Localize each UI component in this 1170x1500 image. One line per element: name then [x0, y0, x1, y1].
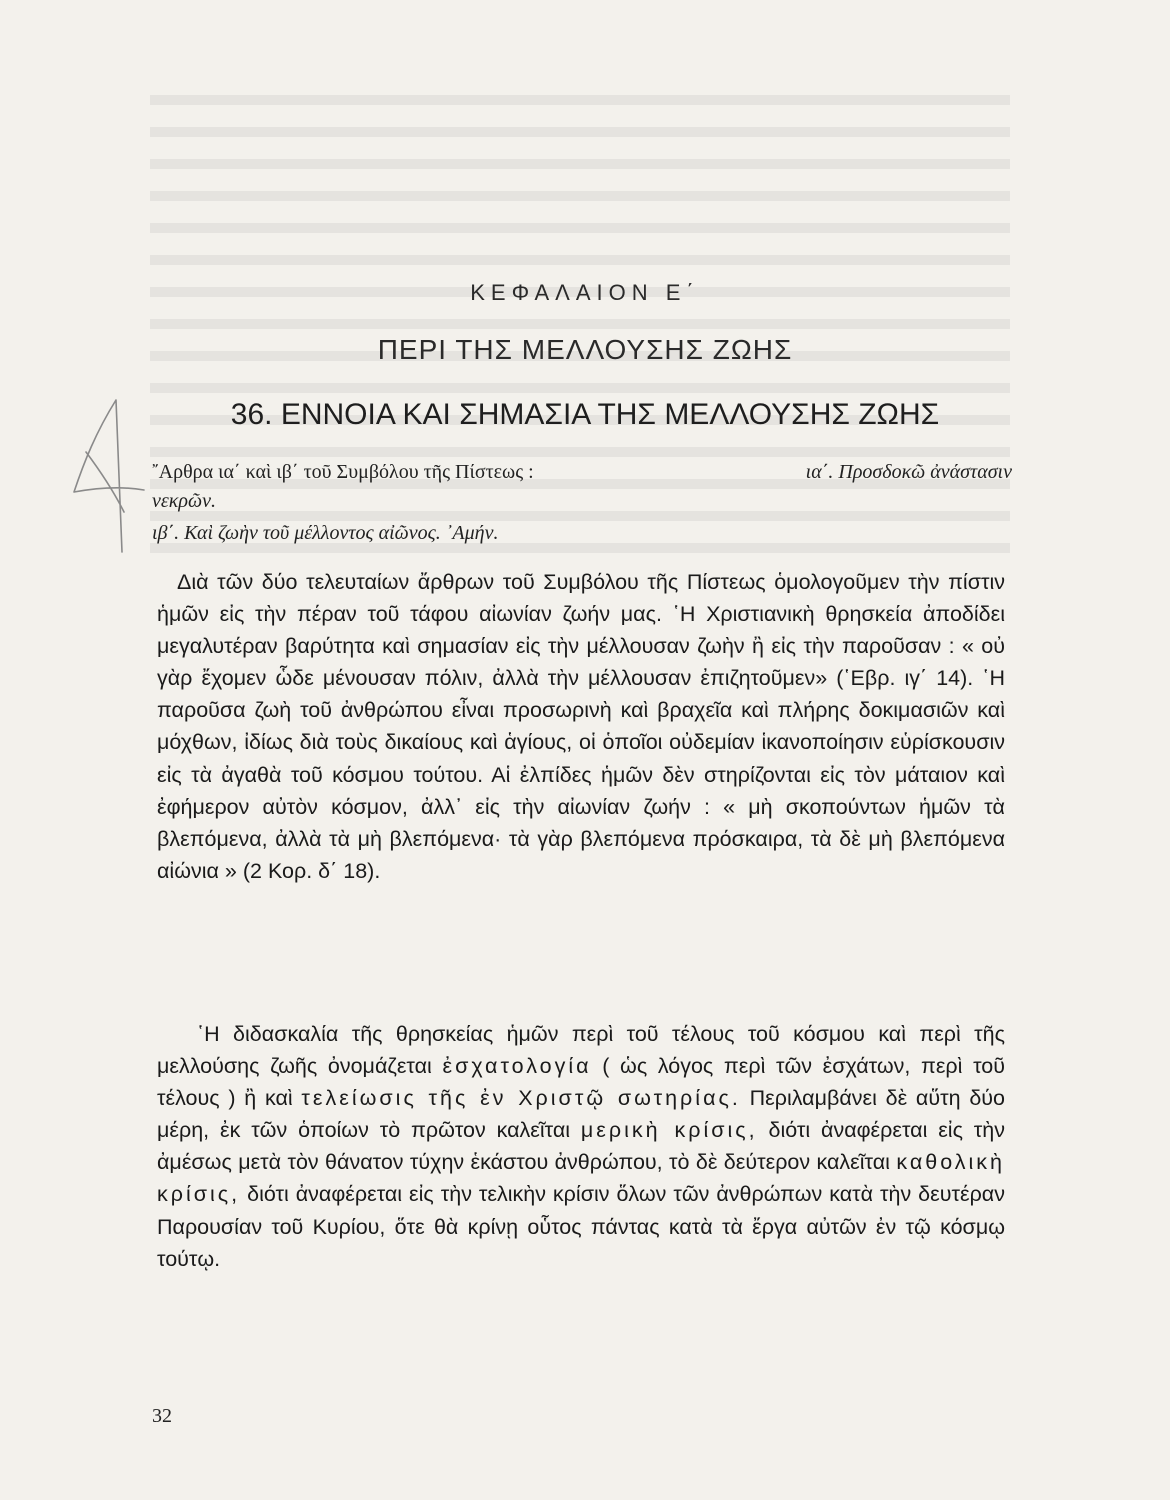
- chapter-label: ΚΕΦΑΛΑΙΟΝ Ε΄: [470, 280, 700, 305]
- page-number: 32: [152, 1405, 172, 1427]
- article-11-continuation: νεκρῶν.: [152, 490, 216, 512]
- bleed-through-texture: [150, 70, 1010, 560]
- article-11-label: ια΄.: [805, 461, 834, 483]
- term-universal-judgment: καθολικὴ κρίσις,: [157, 1150, 1005, 1207]
- paragraph-1: Διὰ τῶν δύο τελευταίων ἄρθρων τοῦ Συμβόλου τῆς Πίστεως ὁμολογοῦμεν τὴν πίστιν ἡμῶν εἰς τὴν πέραν τοῦ τάφου αἰωνίαν ζωήν μας. ῾Η Χριστιανικὴ θρησκεία ἀποδίδει μεγαλυτέραν βαρύτητα καὶ σημασίαν εἰς τὴν μέλλουσαν ζωὴν ἢ εἰς τὴν παροῦσαν : « οὐ γὰρ ἔχομεν ὧδε μένουσαν πόλιν, ἀλλὰ τὴν μέλλουσαν ἐπιζητοῦμεν» (῾Εβρ. ιγ΄ 14). ῾Η παροῦσα ζωὴ τοῦ ἀνθρώπου εἶναι προσωρινὴ καὶ βραχεῖα καὶ πλήρης δοκιμασιῶν καὶ μόχθων, ἰδίως διὰ τοὺς δικαίους καὶ ἁγίους, οἱ ὁποῖοι οὐδεμίαν ἱκανοποίησιν εὑρίσκουσιν εἰς τὰ ἀγαθὰ τοῦ κόσμου τούτου. Αἱ ἐλπίδες ἡμῶν δὲν στηρίζονται εἰς τὸν μάταιον καὶ ἐφήμερον αὐτὸν κόσμον, ἀλλ᾿ εἰς τὴν αἰωνίαν ζωήν : « μὴ σκοπούντων ἡμῶν τὰ βλεπόμενα, ἀλλὰ τὰ μὴ βλεπόμενα· τὰ γὰρ βλεπόμενα πρόσκαιρα, τὰ δὲ μὴ βλεπόμενα αἰώνια » (2 Κορ. δ΄ 18).: [157, 570, 1005, 883]
- section-title: 36. ΕΝΝΟΙΑ ΚΑΙ ΣΗΜΑΣΙΑ ΤΗΣ ΜΕΛΛΟΥΣΗΣ ΖΩΗΣ: [230, 398, 940, 431]
- pencil-margin-mark-icon: [66, 392, 146, 562]
- term-eschatology: ἐσχατολογία: [442, 1054, 592, 1079]
- article-11-text: Προσδοκῶ ἀνάστασιν: [838, 461, 1012, 483]
- paragraph-2-part-2: ( ὡς λόγος περὶ τῶν ἐσχάτων, περὶ τοῦ τέλους ) ἢ καὶ: [157, 1054, 1005, 1111]
- paragraph-2-part-3: Περιλαμβάνει δὲ αὕτη δύο μέρη, ἐκ τῶν ὁποίων τὸ πρῶτον καλεῖται: [157, 1086, 1006, 1143]
- term-partial-judgment: μερικὴ κρίσις,: [580, 1118, 758, 1143]
- paragraph-2-part-4: διότι ἀναφέρεται εἰς τὴν ἀμέσως μετὰ τὸν θάνατον τύχην ἑκάστου ἀνθρώπου, τὸ δὲ δεύτερον καλεῖται: [157, 1118, 1005, 1175]
- paragraph-2-part-5: διότι ἀναφέρεται εἰς τὴν τελικὴν κρίσιν ὅλων τῶν ἀνθρώπων κατὰ τὴν δευτέραν Παρουσίαν τοῦ Κυρίου, ὅτε θὰ κρίνῃ οὗτος πάντας κατὰ τὰ ἔργα αὐτῶν ἐν τῷ κόσμῳ τούτῳ.: [157, 1182, 1005, 1271]
- article-11-group: [806, 461, 1012, 484]
- term-teleiosis: τελείωσις τῆς ἐν Χριστῷ σωτηρίας.: [301, 1086, 741, 1111]
- article-12: ιβ΄. Καὶ ζωὴν τοῦ μέλλοντος αἰῶνος. ᾿Αμήν.: [152, 522, 499, 544]
- paragraph-2: [157, 1018, 1005, 1275]
- chapter-title: ΠΕΡΙ ΤΗΣ ΜΕΛΛΟΥΣΗΣ ΖΩΗΣ: [377, 334, 793, 365]
- articles-intro: ῎Αρθρα ια΄ καὶ ιβ΄ τοῦ Συμβόλου τῆς Πίστεως :: [152, 461, 534, 483]
- paragraph-2-part-1: ῾Η διδασκαλία τῆς θρησκείας ἡμῶν περὶ τοῦ τέλους τοῦ κόσμου καὶ περὶ τῆς μελλούσης ζωῆς ὀνομάζεται: [157, 1022, 1005, 1079]
- articles-line-1: [152, 461, 1012, 484]
